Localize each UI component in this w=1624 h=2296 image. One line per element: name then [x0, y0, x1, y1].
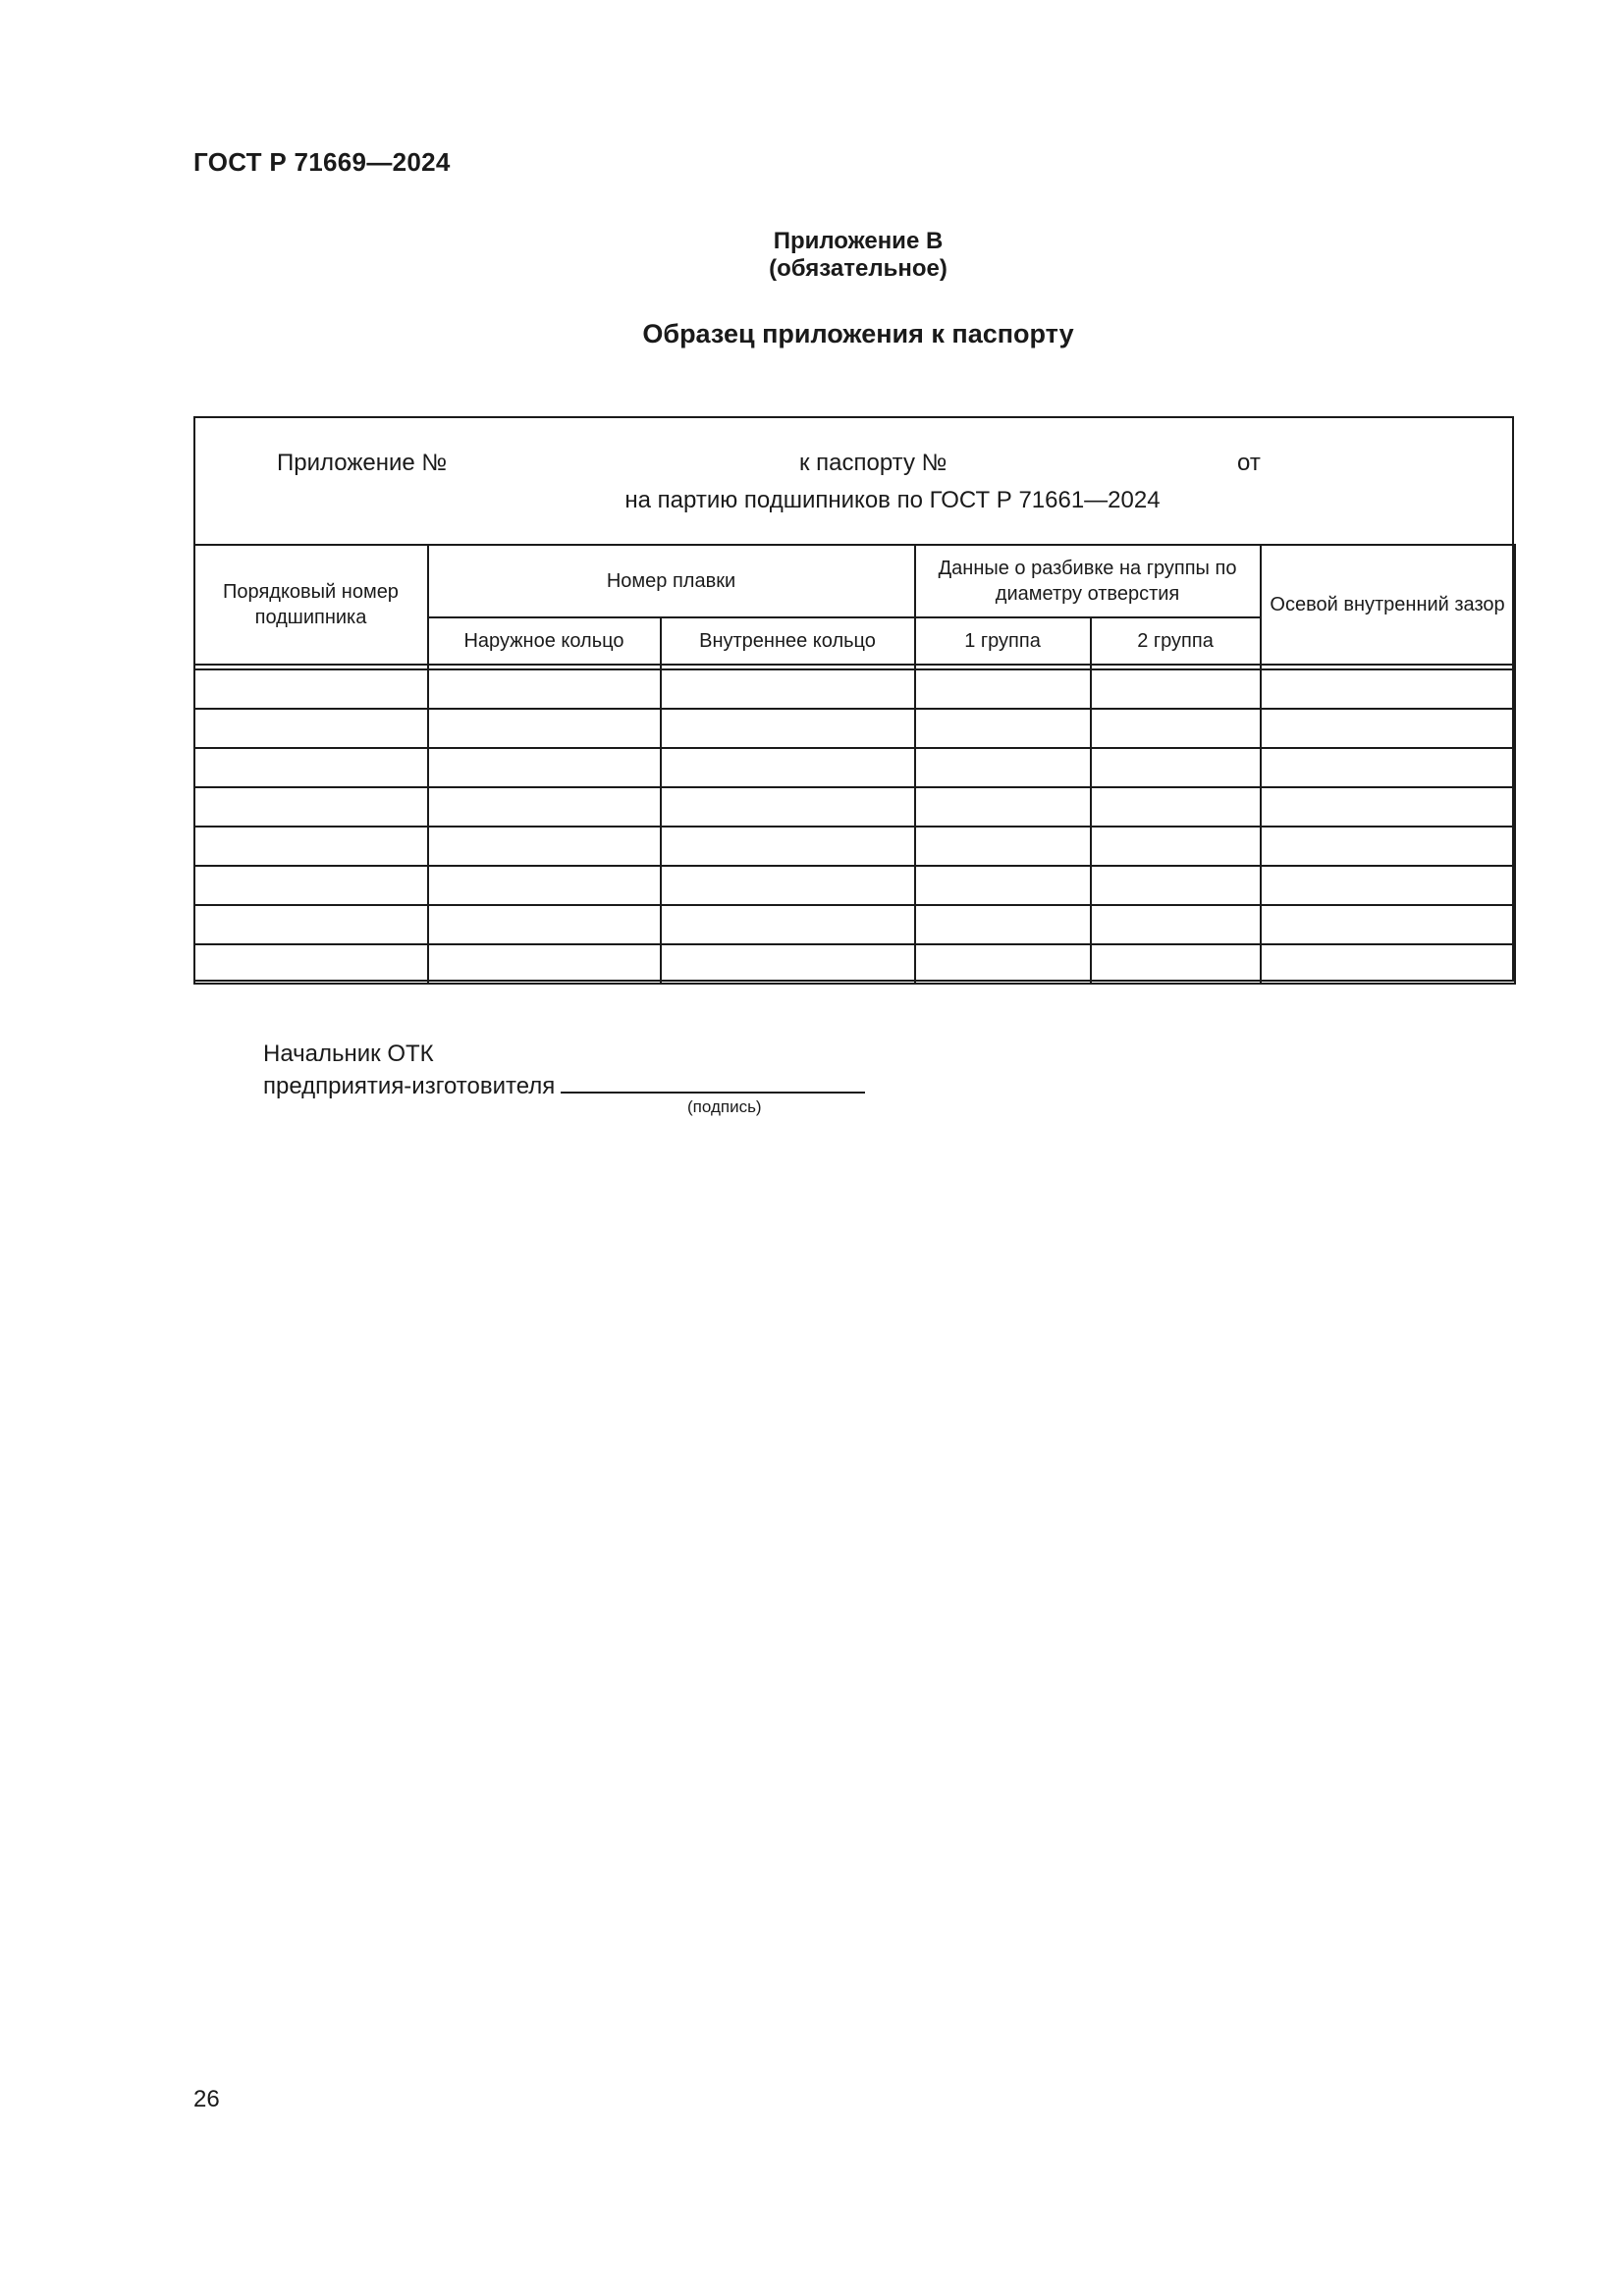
col-inner-ring: Внутреннее кольцо: [661, 617, 915, 665]
annex-heading: Образец приложения к паспорту: [642, 319, 1074, 348]
col-axial-clearance: Осевой внутренний зазор: [1261, 545, 1515, 665]
passport-annex-form: [193, 416, 1514, 982]
table-row: [194, 709, 1515, 748]
table-cell[interactable]: [915, 866, 1091, 905]
table-cell[interactable]: [428, 709, 661, 748]
table-cell[interactable]: [915, 944, 1091, 984]
table-cell[interactable]: [661, 787, 915, 827]
table-cell[interactable]: [1091, 748, 1261, 787]
table-row: [194, 669, 1515, 709]
signature-line1: Начальник ОТК: [263, 1041, 434, 1067]
table-cell[interactable]: [1091, 709, 1261, 748]
signature-block: [263, 1039, 865, 1102]
table-cell[interactable]: [1261, 905, 1515, 944]
table-cell[interactable]: [428, 669, 661, 709]
table-header-row-1: [194, 545, 1515, 617]
table-cell[interactable]: [915, 709, 1091, 748]
col-serial-number: Порядковый номер подшипника: [194, 545, 428, 665]
table-cell[interactable]: [1261, 787, 1515, 827]
bearing-data-table: [193, 544, 1516, 985]
table-cell[interactable]: [194, 827, 428, 866]
document-code: ГОСТ Р 71669—2024: [193, 147, 451, 177]
table-cell[interactable]: [194, 944, 428, 984]
table-cell[interactable]: [194, 748, 428, 787]
table-cell[interactable]: [661, 944, 915, 984]
table-cell[interactable]: [661, 827, 915, 866]
table-row: [194, 748, 1515, 787]
table-cell[interactable]: [428, 827, 661, 866]
table-cell[interactable]: [661, 866, 915, 905]
batch-label: на партию подшипников по ГОСТ Р 71661—2024: [624, 487, 1161, 513]
table-cell[interactable]: [428, 787, 661, 827]
col-group-1: 1 группа: [915, 617, 1091, 665]
table-cell[interactable]: [1261, 944, 1515, 984]
table-cell[interactable]: [428, 905, 661, 944]
table-cell[interactable]: [661, 669, 915, 709]
table-cell[interactable]: [194, 709, 428, 748]
signature-field[interactable]: [561, 1070, 865, 1094]
col-group-2: 2 группа: [1091, 617, 1261, 665]
signature-line2-row: [263, 1070, 865, 1102]
table-cell[interactable]: [915, 787, 1091, 827]
table-cell[interactable]: [194, 669, 428, 709]
table-cell[interactable]: [1261, 866, 1515, 905]
table-cell[interactable]: [1261, 748, 1515, 787]
col-grouping: Данные о разбивке на группы по диаметру отверстия: [915, 545, 1261, 617]
date-from-label: от: [1237, 450, 1261, 476]
form-header: [195, 418, 1512, 547]
table-cell[interactable]: [194, 787, 428, 827]
annex-title-line1: Приложение В: [773, 228, 944, 254]
passport-number-label: к паспорту №: [799, 450, 947, 476]
table-cell[interactable]: [428, 748, 661, 787]
table-cell[interactable]: [1261, 709, 1515, 748]
table-cell[interactable]: [661, 709, 915, 748]
table-cell[interactable]: [661, 905, 915, 944]
table-cell[interactable]: [915, 827, 1091, 866]
table-cell[interactable]: [1091, 905, 1261, 944]
signature-caption: (подпись): [687, 1097, 762, 1116]
table-cell[interactable]: [428, 944, 661, 984]
table-cell[interactable]: [1261, 669, 1515, 709]
table-cell[interactable]: [194, 866, 428, 905]
table-cell[interactable]: [1091, 669, 1261, 709]
table-row: [194, 787, 1515, 827]
annex-title: [0, 228, 1624, 283]
table-cell[interactable]: [915, 669, 1091, 709]
table-cell[interactable]: [1091, 944, 1261, 984]
annex-title-line2: (обязательное): [769, 255, 947, 282]
col-outer-ring: Наружное кольцо: [428, 617, 661, 665]
page-number: 26: [193, 2086, 220, 2112]
col-melt-number: Номер плавки: [428, 545, 915, 617]
table-cell[interactable]: [1091, 787, 1261, 827]
table-cell[interactable]: [1261, 827, 1515, 866]
table-cell[interactable]: [194, 905, 428, 944]
table-row: [194, 866, 1515, 905]
table-cell[interactable]: [428, 866, 661, 905]
table-cell[interactable]: [915, 748, 1091, 787]
table-cell[interactable]: [1091, 827, 1261, 866]
table-row: [194, 944, 1515, 984]
table-row: [194, 827, 1515, 866]
table-cell[interactable]: [1091, 866, 1261, 905]
table-cell[interactable]: [915, 905, 1091, 944]
annex-number-label: Приложение №: [277, 450, 448, 476]
table-row: [194, 905, 1515, 944]
signature-line2: предприятия-изготовителя: [263, 1073, 556, 1099]
table-cell[interactable]: [661, 748, 915, 787]
